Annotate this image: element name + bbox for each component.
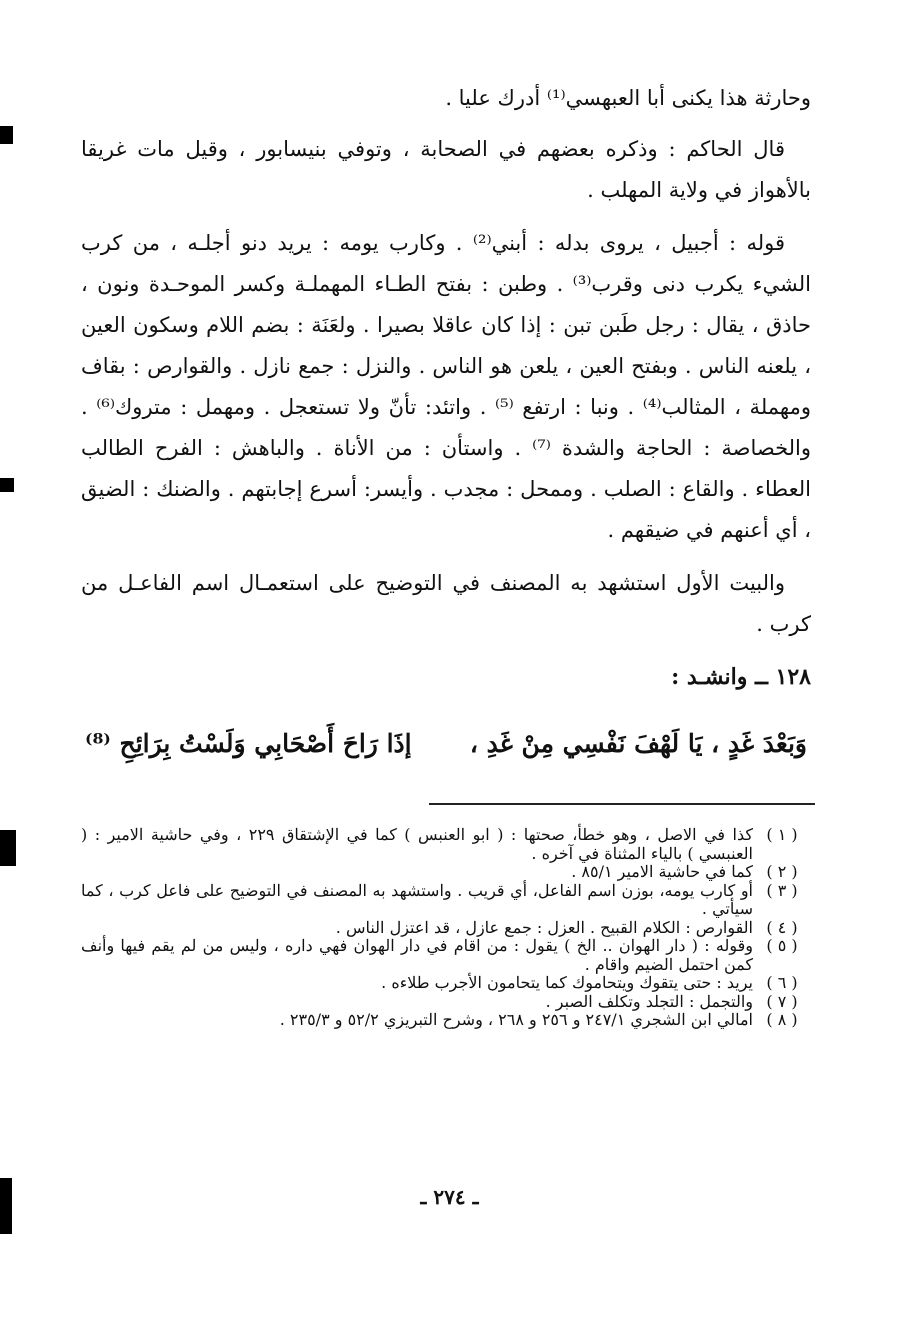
- scan-edge-mark: [0, 1178, 12, 1234]
- footnote-text: والتجمل : التجلد وتكلف الصبر .: [545, 991, 753, 1011]
- footnote-number: ( ٦ ): [766, 973, 798, 992]
- footnote-text: يريد : حتى يتقوك ويتحاموك كما يتحامون الأجرب طلاءه .: [381, 973, 753, 992]
- scan-edge-mark: [0, 830, 16, 866]
- footnote-text: القوارص : الكلام القبيح . العزل : جمع عازل ، قد اعتزل الناس .: [335, 917, 753, 937]
- paragraph-hakim: قال الحاكم : وذكره بعضهم في الصحابة ، وتوفي بنيسابور ، وقيل مات غريقا بالأهواز في ولاية المهلب .: [81, 137, 811, 202]
- verse-second-hemistich: إذَا رَاحَ أَصْحَابِي وَلَسْتُ بِرَائِحِ ⁽⁸⁾: [85, 729, 412, 758]
- footnote: [81, 863, 811, 882]
- footnote-divider: [429, 803, 815, 805]
- footnote-number: ( ١ ): [766, 825, 798, 844]
- verse-first-hemistich: وَبَعْدَ غَدٍ ، يَا لَهْفَ نَفْسِي مِنْ غَدِ ،: [469, 729, 807, 758]
- footnote-number: ( ٨ ): [766, 1010, 798, 1029]
- footnote: [81, 937, 811, 974]
- footnote: [81, 993, 811, 1012]
- footnote-text: امالي ابن الشجري ٢٤٧/١ و ٢٥٦ و ٢٦٨ ، وشرح التبريزي ٥٢/٢ و ٢٣٥/٣ .: [279, 1010, 753, 1029]
- footnote-number: ( ٣ ): [766, 880, 798, 900]
- scan-edge-mark: [0, 478, 14, 492]
- footnote-text: أو كارب يومه، بوزن اسم الفاعل، أي قريب . واستشهد به المصنف في التوضيح على فاعل كرب ، كما سيأتي .: [81, 880, 753, 918]
- footnote-text: كما في حاشية الامير ٨٥/١ .: [571, 862, 753, 881]
- poem-verse: [81, 720, 811, 768]
- main-text: [81, 78, 811, 790]
- footnote: [81, 919, 811, 938]
- page-number: ـ ٢٧٤ ـ: [420, 1185, 479, 1209]
- footnote-number: ( ٢ ): [766, 862, 798, 881]
- poem-heading: ١٢٨ ــ وانشـد :: [671, 664, 811, 690]
- footnote: [81, 974, 811, 993]
- footnote: [81, 826, 811, 863]
- footnote-number: ( ٤ ): [766, 917, 798, 937]
- footnote-text: كذا في الاصل ، وهو خطأ، صحتها : ( ابو العنبس ) كما في الإشتقاق ٢٢٩ ، وفي حاشية الامير : ( العنبسي ) بالياء المثناة في آخره .: [81, 825, 753, 863]
- paragraph-glossary: قوله : أجبيل ، يروى بدله : أبني⁽²⁾ . وكارب يومه : يريد دنو أجلـه ، من كرب الشيء يكرب دنى وقرب⁽³⁾ . وطبن : بفتح الطـاء المهملـة وكسر الموحـدة ونون ، حاذق ، يقال : رجل طَبن تبن : إذا كان عاقلا بصيرا . ولعَنَة : بضم اللام وسكون العين ، يلعنه الناس . وبفتح العين ، يلعن هو الناس . والنزل : جمع نازل . والقوارص : بقاف ومهملة ، المثالب⁽⁴⁾ . ونبا : ارتفع ⁽⁵⁾ . واتئد: تأنّ ولا تستعجل . ومهمل : متروك⁽⁶⁾ . والخصاصة : الحاجة والشدة ⁽⁷⁾ . واستأن : من الأناة . والباهش : الفرح الطالب العطاء . والقاع : الصلب . وممحل : مجدب . وأيسر: أسرع إجابتهم . والضنك : الضيق ، أي أعنهم في ضيقهم .: [81, 231, 812, 542]
- footnote-text: وقوله : ( دار الهوان .. الخ ) يقول : من اقام في دار الهوان فهي داره ، وليس من لم يقم فيها وأنف كمن احتمل الضيم واقام .: [81, 936, 753, 974]
- footnote-number: ( ٧ ): [766, 991, 798, 1011]
- footnote: [81, 1011, 811, 1030]
- footnote-number: ( ٥ ): [766, 936, 798, 955]
- footnote: [81, 882, 811, 919]
- paragraph-haritha: وحارثة هذا يكنى أبا العبهسي⁽¹⁾ أدرك عليا .: [445, 86, 811, 110]
- footnotes: [81, 826, 811, 1030]
- paragraph-first-verse: والبيت الأول استشهد به المصنف في التوضيح على استعمـال اسم الفاعـل من كرب .: [81, 571, 811, 636]
- scan-edge-mark: [0, 126, 13, 144]
